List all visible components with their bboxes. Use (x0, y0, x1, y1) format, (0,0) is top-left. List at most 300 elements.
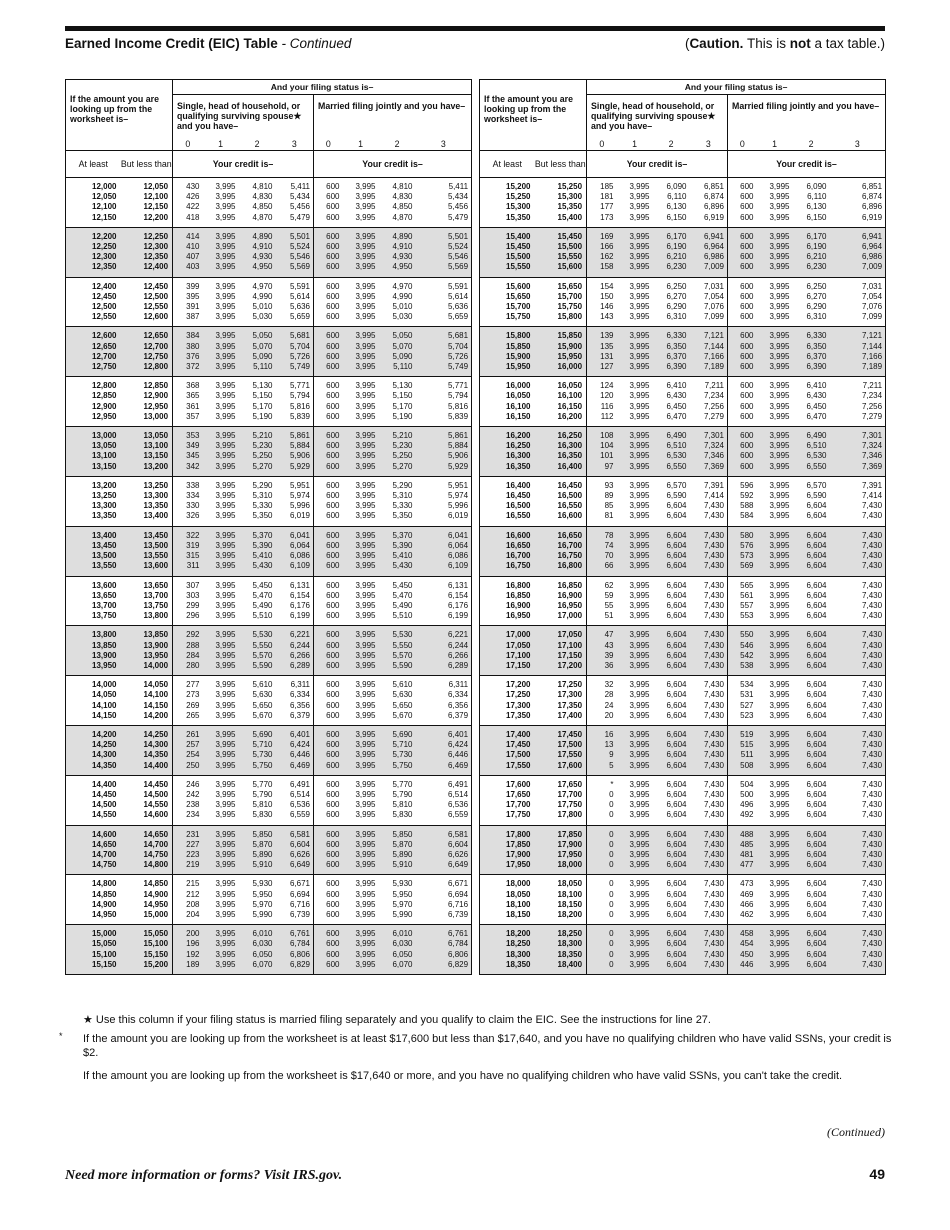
single-2-credit: 5,750 (239, 761, 276, 776)
married-0-credit: 600 (728, 227, 757, 242)
table-row (66, 476, 472, 491)
single-0-credit: 51 (587, 611, 617, 626)
but-less-than-cell: 12,400 (121, 262, 173, 277)
married-0-credit: 600 (740, 401, 754, 411)
married-1-credit: 3,995 (343, 227, 379, 242)
married-1-credit: 3,995 (355, 590, 376, 600)
single-2-credit: 6,510 (653, 441, 690, 451)
single-3-credit: 7,430 (690, 840, 728, 850)
single-3-credit: 7,076 (690, 302, 728, 312)
single-2-credit: 4,990 (252, 291, 273, 301)
married-2-credit: 6,604 (806, 700, 827, 710)
table-row (480, 925, 886, 940)
married-3-credit: 7,391 (862, 480, 883, 490)
single-2-credit: 4,950 (239, 262, 276, 277)
single-2-credit: 5,070 (239, 342, 276, 352)
single-2-credit: 6,604 (653, 840, 690, 850)
married-2-credit: 6,604 (806, 680, 827, 690)
married-3-credit: 6,761 (416, 925, 472, 940)
single-2-credit: 6,030 (239, 939, 276, 949)
single-2-credit: 5,190 (239, 412, 276, 427)
table-row (66, 377, 472, 392)
single-3-credit: 7,430 (690, 501, 728, 511)
table-row (480, 178, 886, 193)
married-2-credit: 6,604 (793, 840, 830, 850)
single-0-credit: 227 (173, 840, 203, 850)
but-less-than-cell: 14,850 (121, 875, 173, 890)
single-1-credit: 3,995 (617, 960, 653, 975)
married-1-credit: 3,995 (343, 441, 379, 451)
married-2-credit: 6,604 (806, 889, 827, 899)
table-row (66, 626, 472, 641)
at-least-cell: 14,200 (66, 725, 121, 740)
but-less-than-header: But less than (535, 151, 587, 178)
married-2-credit: 6,570 (806, 480, 827, 490)
single-1-credit: 3,995 (629, 690, 650, 700)
but-less-than-cell: 13,200 (121, 462, 173, 477)
married-3-credit: 6,986 (830, 252, 886, 262)
married-2-credit: 5,070 (379, 342, 416, 352)
but-less-than-cell: 12,600 (121, 312, 173, 327)
but-less-than-cell: 17,650 (535, 775, 587, 790)
married-3-credit: 6,221 (416, 626, 472, 641)
at-least-cell: 14,550 (66, 810, 121, 825)
at-least-cell: 13,250 (92, 491, 117, 501)
but-less-than-cell: 14,650 (121, 825, 173, 840)
at-least-cell: 12,750 (66, 362, 121, 377)
single-2-credit: 6,050 (239, 950, 276, 960)
single-2-credit: 6,604 (653, 661, 690, 676)
married-0-credit: 600 (314, 651, 343, 661)
married-3-credit: 5,524 (416, 242, 472, 252)
single-2-credit: 5,810 (252, 800, 273, 810)
single-1-credit: 3,995 (203, 342, 239, 352)
single-0-credit: 357 (173, 412, 203, 427)
at-least-cell: 16,550 (480, 511, 535, 526)
table-row (480, 312, 886, 327)
at-least-cell: 13,300 (92, 501, 117, 511)
single-1-credit: 3,995 (617, 252, 653, 262)
table-row (66, 890, 472, 900)
at-least-cell: 12,700 (66, 352, 121, 362)
married-1-credit: 3,995 (757, 312, 793, 327)
married-2-credit: 5,690 (379, 725, 416, 740)
married-1-credit: 3,995 (769, 182, 790, 191)
table-row (66, 825, 472, 840)
single-3-credit: 5,794 (276, 391, 314, 401)
married-2-credit: 5,370 (379, 526, 416, 541)
married-1-credit: 3,995 (757, 352, 793, 362)
at-least-cell: 17,150 (480, 661, 535, 676)
married-0-credit: 496 (740, 800, 754, 810)
married-2-credit: 5,870 (379, 840, 416, 850)
single-1-credit: 3,995 (203, 551, 239, 561)
married-1-credit: 3,995 (769, 789, 790, 799)
single-2-credit: 6,604 (653, 810, 690, 825)
single-2-credit: 5,710 (239, 740, 276, 750)
at-least-cell: 15,050 (66, 939, 121, 949)
single-3-credit: 6,919 (690, 213, 728, 228)
married-1-credit: 3,995 (343, 526, 379, 541)
married-3-credit: 7,430 (830, 925, 886, 940)
at-least-cell: 17,250 (506, 690, 531, 700)
married-1-credit: 3,995 (769, 401, 790, 411)
table-row (66, 641, 472, 651)
at-least-cell: 13,200 (92, 480, 117, 490)
married-2-credit: 5,450 (392, 580, 413, 590)
married-0-credit: 504 (740, 779, 754, 789)
married-2-credit: 6,604 (793, 925, 830, 940)
single-1-credit: 3,995 (215, 580, 236, 590)
married-2-credit: 6,110 (807, 192, 827, 202)
caution-note: (Caution. This is not a tax table.) (684, 36, 885, 51)
single-3-credit: 6,761 (276, 925, 314, 940)
table-row (66, 213, 472, 228)
married-1-credit: 3,995 (355, 680, 376, 690)
married-1-credit: 3,995 (757, 750, 793, 760)
single-3-credit: 7,430 (690, 725, 728, 740)
single-3-credit: 7,346 (690, 451, 728, 461)
married-2-credit: 6,604 (806, 590, 827, 600)
single-1-credit: 3,995 (203, 252, 239, 262)
married-3-credit: 6,964 (830, 242, 886, 252)
single-1-credit: 3,995 (203, 860, 239, 875)
married-3-credit: 6,266 (416, 651, 472, 661)
but-less-than-cell: 16,650 (535, 526, 587, 541)
married-3-credit: 5,996 (448, 501, 469, 511)
married-1-credit: 3,995 (757, 611, 793, 626)
single-2-credit: 5,390 (239, 541, 276, 551)
single-0-credit: 426 (186, 192, 200, 202)
table-row (480, 790, 886, 800)
single-3-credit: 6,739 (276, 910, 314, 925)
but-less-than-cell: 16,950 (535, 601, 587, 611)
at-least-cell: 15,150 (66, 960, 121, 975)
status-header-row (480, 80, 886, 95)
single-3-credit: 7,430 (690, 511, 728, 526)
but-less-than-cell: 17,850 (535, 825, 587, 840)
but-less-than-cell: 15,200 (121, 960, 173, 975)
children-count-2: 2 (793, 137, 830, 151)
single-2-credit: 6,604 (666, 600, 687, 610)
table-row (480, 626, 886, 641)
single-1-credit: 3,995 (617, 850, 653, 860)
but-less-than-cell: 14,350 (121, 750, 173, 760)
single-0-credit: 208 (186, 899, 200, 909)
married-1-credit: 3,995 (355, 401, 376, 411)
at-least-cell: 12,400 (92, 281, 117, 291)
single-2-credit: 6,604 (653, 651, 690, 661)
married-2-credit: 6,604 (793, 939, 830, 949)
married-3-credit: 6,514 (448, 789, 469, 799)
single-1-credit: 3,995 (203, 327, 239, 342)
single-3-credit: 5,996 (276, 501, 314, 511)
table-row (66, 541, 472, 551)
at-least-cell: 13,550 (66, 561, 121, 576)
married-0-credit: 600 (326, 480, 340, 490)
table-row (480, 825, 886, 840)
married-1-credit: 3,995 (757, 910, 793, 925)
married-0-credit: 462 (728, 910, 757, 925)
married-2-credit: 5,610 (392, 680, 413, 690)
but-less-than-cell: 13,050 (121, 427, 173, 442)
married-0-credit: 569 (728, 561, 757, 576)
table-row (66, 277, 472, 292)
but-less-than-cell: 18,150 (535, 900, 587, 910)
married-3-credit: 6,019 (416, 511, 472, 526)
married-2-credit: 6,604 (793, 825, 830, 840)
married-3-credit: 7,430 (830, 761, 886, 776)
footnotes (59, 1013, 895, 1083)
single-3-credit: 6,829 (276, 960, 314, 975)
married-1-credit: 3,995 (769, 580, 790, 590)
single-1-credit: 3,995 (617, 711, 653, 726)
single-0-credit: 150 (600, 291, 614, 301)
single-2-credit: 5,270 (239, 462, 276, 477)
married-2-credit: 4,850 (392, 202, 413, 212)
married-0-credit: 600 (326, 491, 340, 501)
single-3-credit: 6,221 (276, 626, 314, 641)
married-0-credit: 600 (314, 840, 343, 850)
at-least-cell: 14,500 (92, 800, 117, 810)
married-3-credit: 7,430 (830, 850, 886, 860)
married-3-credit: 6,154 (448, 590, 469, 600)
married-2-credit: 5,050 (379, 327, 416, 342)
married-2-credit: 5,630 (392, 690, 413, 700)
married-0-credit: 600 (314, 451, 343, 461)
table-row (66, 451, 472, 461)
at-least-cell: 14,850 (92, 889, 117, 899)
but-less-than-cell: 17,450 (535, 725, 587, 740)
table-row (480, 960, 886, 975)
married-1-credit: 3,995 (769, 899, 790, 909)
table-row (480, 427, 886, 442)
married-3-credit: 5,546 (416, 252, 472, 262)
at-least-cell: 16,750 (480, 561, 535, 576)
but-less-than-cell: 16,700 (535, 541, 587, 551)
married-1-credit: 3,995 (355, 491, 376, 501)
single-2-credit: 5,330 (252, 501, 273, 511)
single-0-credit: 242 (186, 789, 200, 799)
single-0-credit: 169 (587, 227, 617, 242)
single-1-credit: 3,995 (203, 840, 239, 850)
married-2-credit: 6,604 (793, 860, 830, 875)
single-2-credit: 5,650 (252, 700, 273, 710)
married-3-credit: 5,636 (448, 302, 469, 312)
married-2-credit: 5,950 (392, 889, 413, 899)
page-header (65, 36, 885, 51)
married-1-credit: 3,995 (757, 526, 793, 541)
married-2-credit: 5,930 (392, 879, 413, 889)
but-less-than-cell: 17,950 (535, 850, 587, 860)
but-less-than-cell: 14,300 (121, 740, 173, 750)
married-3-credit: 7,189 (830, 362, 886, 377)
single-2-credit: 5,690 (239, 725, 276, 740)
single-1-credit: 3,995 (203, 412, 239, 427)
table-row (480, 511, 886, 526)
single-0-credit: 13 (587, 740, 617, 750)
but-less-than-cell: 15,850 (535, 327, 587, 342)
married-2-credit: 6,350 (793, 342, 830, 352)
married-2-credit: 4,830 (392, 192, 413, 202)
single-1-credit: 3,995 (215, 391, 236, 401)
married-1-credit: 3,995 (355, 391, 376, 401)
married-1-credit: 3,995 (355, 690, 376, 700)
married-1-credit: 3,995 (769, 600, 790, 610)
single-3-credit: 7,430 (690, 651, 728, 661)
married-1-credit: 3,995 (769, 680, 790, 690)
married-0-credit: 600 (314, 711, 343, 726)
single-1-credit: 3,995 (617, 561, 653, 576)
married-3-credit: 7,430 (830, 711, 886, 726)
married-0-credit: 600 (740, 281, 754, 291)
single-3-credit: 7,391 (690, 476, 728, 491)
married-1-credit: 3,995 (343, 541, 379, 551)
single-1-credit: 3,995 (617, 312, 653, 327)
married-3-credit: 7,430 (862, 580, 883, 590)
at-least-cell: 15,000 (66, 925, 121, 940)
single-3-credit: 7,166 (690, 352, 728, 362)
married-0-credit: 600 (728, 327, 757, 342)
at-least-cell: 16,100 (506, 401, 531, 411)
table-row (66, 561, 472, 576)
married-0-credit: 600 (314, 412, 343, 427)
married-2-credit: 5,650 (392, 700, 413, 710)
married-3-credit: 6,086 (416, 551, 472, 561)
single-2-credit: 4,910 (239, 242, 276, 252)
single-0-credit: 62 (604, 580, 614, 590)
table-row (66, 875, 472, 890)
single-3-credit: 6,311 (276, 676, 314, 691)
single-3-credit: 7,324 (690, 441, 728, 451)
married-2-credit: 6,290 (806, 302, 827, 312)
married-1-credit: 3,995 (769, 491, 790, 501)
single-0-credit: 0 (609, 879, 614, 889)
married-1-credit: 3,995 (769, 501, 790, 511)
but-less-than-cell: 18,350 (535, 950, 587, 960)
single-2-credit: 6,370 (653, 352, 690, 362)
single-0-credit: 146 (600, 302, 614, 312)
table-row (66, 840, 472, 850)
married-0-credit: 542 (728, 651, 757, 661)
but-less-than-cell: 17,700 (535, 790, 587, 800)
single-2-credit: 6,410 (666, 381, 687, 391)
single-1-credit: 3,995 (203, 561, 239, 576)
at-least-cell: 15,300 (506, 202, 531, 212)
but-less-than-cell: 18,100 (535, 890, 587, 900)
single-0-credit: 112 (587, 412, 617, 427)
married-2-credit: 5,330 (392, 501, 413, 511)
married-3-credit: 5,749 (416, 362, 472, 377)
married-1-credit: 3,995 (343, 810, 379, 825)
married-1-credit: 3,995 (343, 711, 379, 726)
page-number: 49 (869, 1166, 885, 1182)
married-3-credit: 7,279 (830, 412, 886, 427)
table-row (480, 412, 886, 427)
table-row (66, 501, 472, 511)
single-3-credit: 6,986 (690, 252, 728, 262)
single-1-credit: 3,995 (203, 761, 239, 776)
single-1-credit: 3,995 (203, 626, 239, 641)
single-0-credit: 296 (173, 611, 203, 626)
at-least-cell: 18,300 (480, 950, 535, 960)
single-2-credit: 6,604 (666, 779, 687, 789)
married-0-credit: 584 (728, 511, 757, 526)
but-less-than-cell: 14,200 (121, 711, 173, 726)
married-2-credit: 6,070 (379, 960, 416, 975)
single-1-credit: 3,995 (215, 291, 236, 301)
single-1-credit: 3,995 (215, 381, 236, 391)
married-2-credit: 6,310 (793, 312, 830, 327)
at-least-cell: 16,600 (480, 526, 535, 541)
married-2-credit: 6,470 (793, 412, 830, 427)
single-2-credit: 6,604 (653, 910, 690, 925)
married-3-credit: 5,411 (448, 182, 469, 191)
married-3-credit: 6,064 (416, 541, 472, 551)
married-3-credit: 6,694 (448, 889, 469, 899)
table-row (480, 402, 886, 412)
single-3-credit: 7,256 (690, 402, 728, 412)
single-1-credit: 3,995 (215, 600, 236, 610)
single-2-credit: 5,630 (252, 690, 273, 700)
married-3-credit: 6,806 (416, 950, 472, 960)
married-0-credit: 600 (314, 526, 343, 541)
but-less-than-cell: 15,300 (535, 192, 587, 202)
single-2-credit: 6,270 (666, 291, 687, 301)
married-3-credit: 7,430 (862, 600, 883, 610)
but-less-than-cell: 13,350 (121, 501, 173, 511)
but-less-than-cell: 14,900 (121, 890, 173, 900)
married-1-credit: 3,995 (757, 427, 793, 442)
married-1-credit: 3,995 (355, 789, 376, 799)
table-row (66, 651, 472, 661)
table-row (66, 302, 472, 312)
but-less-than-cell: 14,500 (121, 790, 173, 800)
married-0-credit: 511 (728, 750, 757, 760)
single-2-credit: 6,470 (653, 412, 690, 427)
married-0-credit: 600 (740, 291, 754, 301)
single-3-credit: 6,289 (276, 661, 314, 676)
married-3-credit: 6,671 (448, 879, 469, 889)
married-0-credit: 600 (728, 312, 757, 327)
married-3-credit: 7,414 (862, 491, 883, 501)
married-0-credit: 600 (314, 825, 343, 840)
single-0-credit: 158 (587, 262, 617, 277)
single-0-credit: 391 (186, 302, 200, 312)
table-row (66, 690, 472, 700)
at-least-cell: 14,350 (66, 761, 121, 776)
table-row (480, 491, 886, 501)
married-1-credit: 3,995 (769, 302, 790, 312)
married-1-credit: 3,995 (355, 302, 376, 312)
but-less-than-cell: 13,000 (121, 412, 173, 427)
at-least-cell: 13,850 (66, 641, 121, 651)
single-2-credit: 6,604 (653, 641, 690, 651)
table-row (66, 761, 472, 776)
single-0-credit: 55 (604, 600, 614, 610)
married-3-credit: 6,356 (448, 700, 469, 710)
at-least-cell: 18,000 (506, 879, 531, 889)
single-0-credit: 20 (587, 711, 617, 726)
single-0-credit: 212 (186, 889, 200, 899)
married-0-credit: 600 (314, 561, 343, 576)
but-less-than-cell: 14,950 (121, 900, 173, 910)
married-1-credit: 3,995 (343, 626, 379, 641)
single-2-credit: 5,570 (239, 651, 276, 661)
single-2-credit: 5,170 (252, 401, 273, 411)
but-less-than-cell: 15,150 (121, 950, 173, 960)
single-3-credit: 7,054 (690, 292, 728, 302)
